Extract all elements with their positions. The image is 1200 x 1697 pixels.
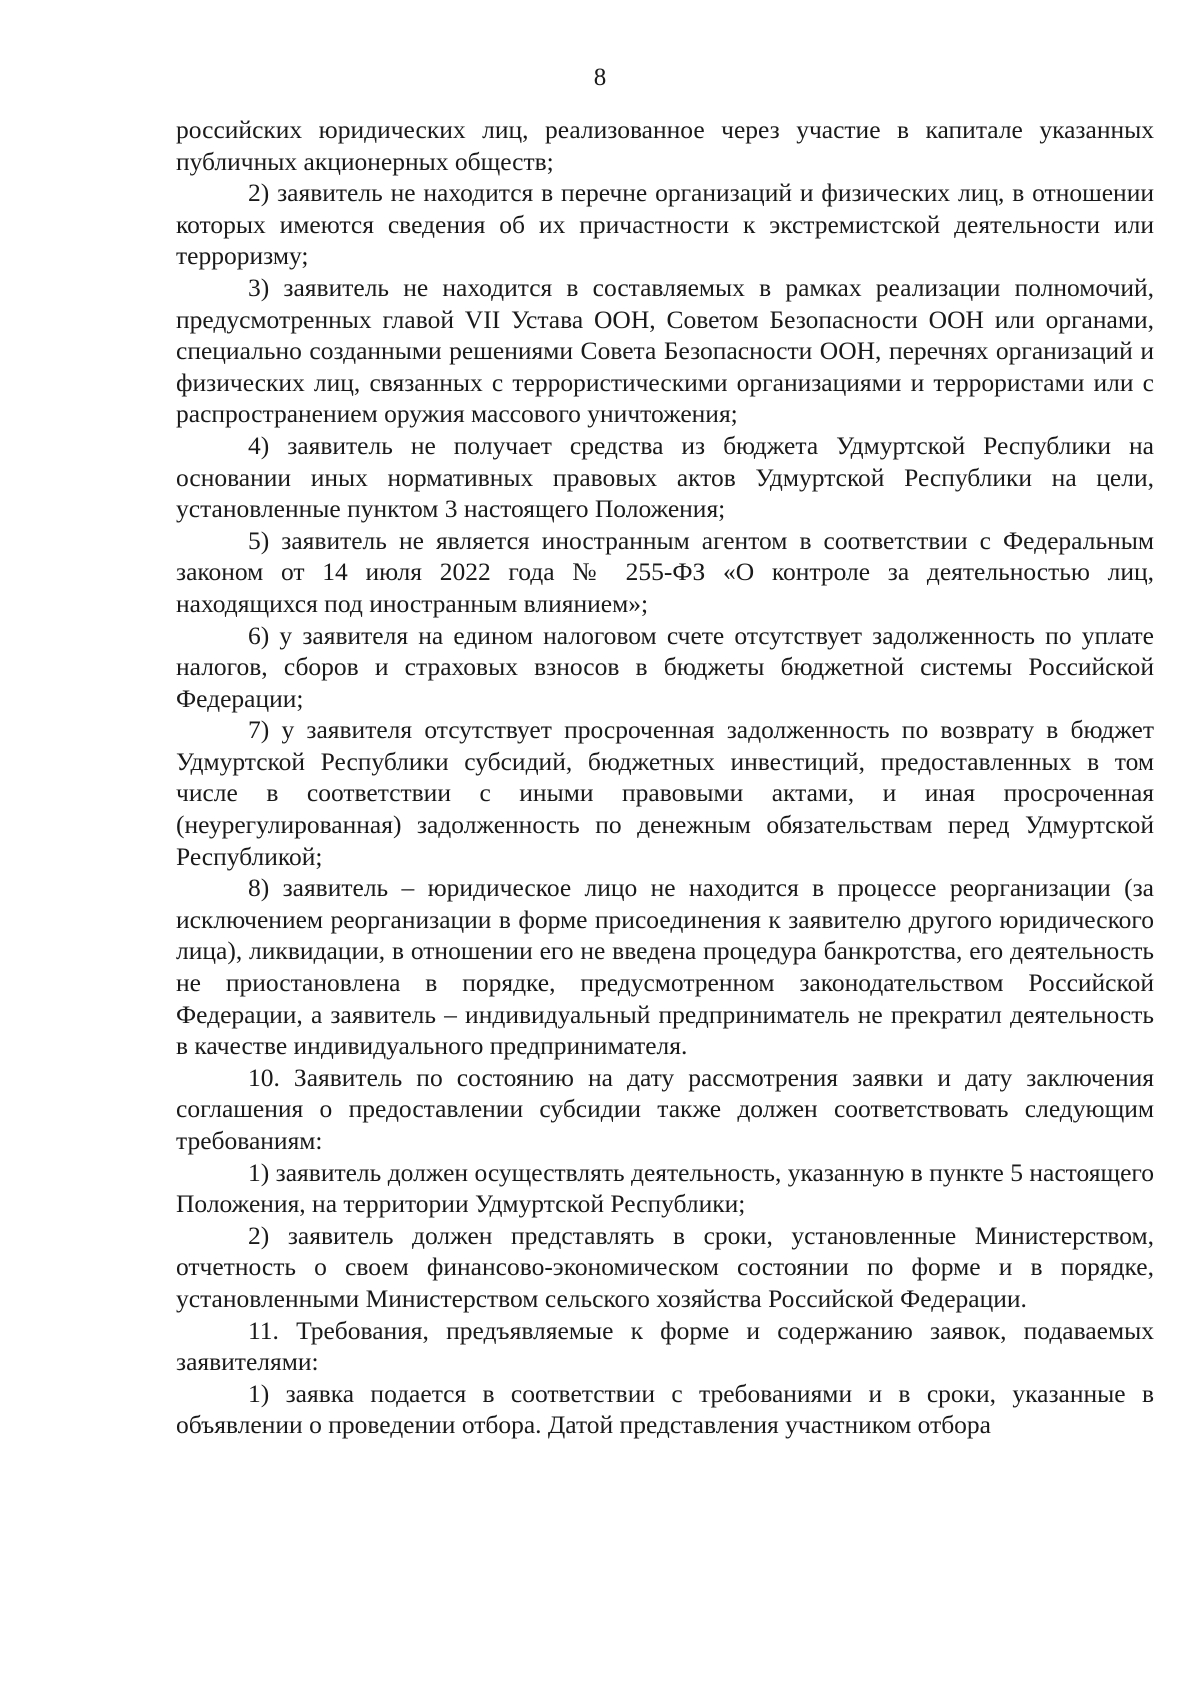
paragraph: 1) заявитель должен осуществлять деятельность, указанную в пункте 5 настоящего Положения, на территории Удмуртской Республики; (176, 1157, 1154, 1219)
paragraph: 2) заявитель не находится в перечне организаций и физических лиц, в отношении которых имеются сведения об их причастности к экстремистской деятельности или терроризму; (176, 178, 1154, 271)
paragraph: 3) заявитель не находится в составляемых в рамках реализации полномочий, предусмотренных главой VII Устава ООН, Советом Безопасности ООН или органами, специально созданными решениями Совета Безопасности ООН, перечнях организаций и физических лиц, связанных с террористическими организациями и террористами или с распространением оружия массового уничтожения; (176, 272, 1154, 429)
paragraph: 10. Заявитель по состоянию на дату рассмотрения заявки и дату заключения соглашения о предоставлении субсидии также должен соответствовать следующим требованиям: (176, 1062, 1154, 1155)
document-body (176, 114, 1154, 1441)
paragraph: 7) у заявителя отсутствует просроченная задолженность по возврату в бюджет Удмуртской Республики субсидий, бюджетных инвестиций, предоставленных в том числе в соответствии с иными правовыми актами, и иная просроченная (неурегулированная) задолженность по денежным обязательствам перед Удмуртской Республикой; (176, 715, 1154, 871)
page-number: 8 (593, 64, 607, 91)
paragraph: российских юридических лиц, реализованное через участие в капитале указанных публичных акционерных обществ; (176, 115, 1154, 176)
paragraph: 4) заявитель не получает средства из бюджета Удмуртской Республики на основании иных нормативных правовых актов Удмуртской Республики на цели, установленные пунктом 3 настоящего Положения; (176, 430, 1154, 524)
paragraph: 2) заявитель должен представлять в сроки, установленные Министерством, отчетность о своем финансово-экономическом состоянии по форме и в порядке, установленными Министерством сельского хозяйства Российской Федерации. (176, 1220, 1154, 1313)
paragraph: 1) заявка подается в соответствии с требованиями и в сроки, указанные в объявлении о проведении отбора. Датой представления участником отбора (176, 1378, 1154, 1440)
paragraph: 11. Требования, предъявляемые к форме и содержанию заявок, подаваемых заявителями: (176, 1315, 1154, 1377)
paragraph: 6) у заявителя на едином налоговом счете отсутствует задолженность по уплате налогов, сборов и страховых взносов в бюджеты бюджетной системы Российской Федерации; (176, 620, 1154, 713)
paragraph: 5) заявитель не является иностранным агентом в соответствии с Федеральным законом от 14 июля 2022 года № 255-ФЗ «О контроле за деятельностью лиц, находящихся под иностранным влиянием»; (176, 525, 1154, 618)
paragraph: 8) заявитель – юридическое лицо не находится в процессе реорганизации (за исключением реорганизации в форме присоединения к заявителю другого юридического лица), ликвидации, в отношении его не введена процедура банкротства, его деятельность не приостановлена в порядке, предусмотренном законодательством Российской Федерации, а заявитель – индивидуальный предприниматель не прекратил деятельность в качестве индивидуального предпринимателя. (176, 873, 1154, 1061)
